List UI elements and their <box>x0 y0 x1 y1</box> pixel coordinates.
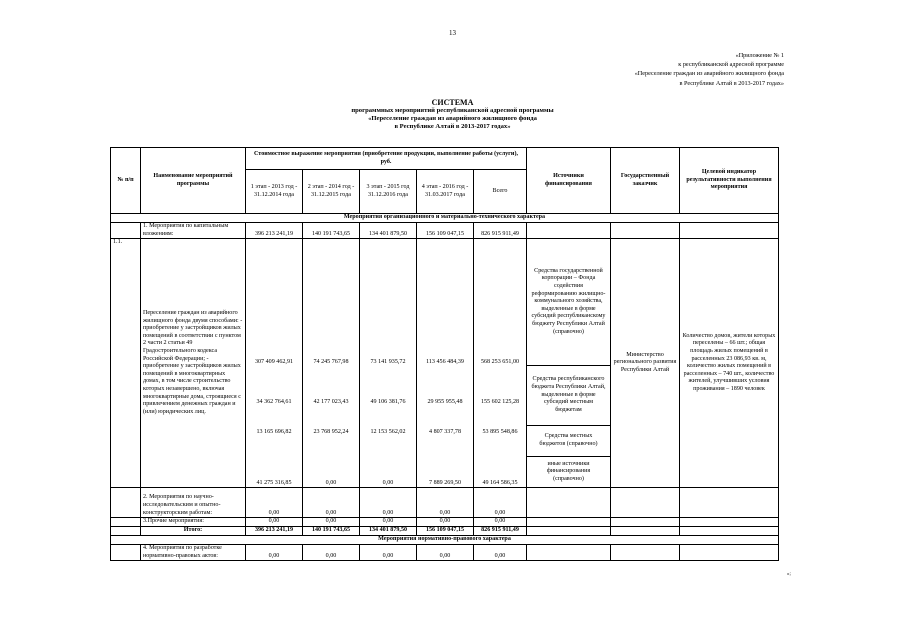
value-cell: 396 213 241,19 <box>246 223 303 239</box>
value-cell: 0,00 <box>246 518 303 527</box>
funding-source: Средства республиканского бюджета Республики Алтай, выделенные в форме субсидий местным бюджетам <box>527 366 610 426</box>
value-cell: 155 602 125,28 <box>480 398 520 405</box>
value-cell: 0,00 <box>417 545 474 561</box>
value-cell: 0,00 <box>474 488 527 518</box>
total-value: 826 915 911,49 <box>474 527 527 536</box>
title-line: программных мероприятий республиканской адресной программы <box>351 107 554 114</box>
row-name: 4. Мероприятия по разработке нормативно-правовых актов: <box>141 545 246 561</box>
value-cell: 568 253 651,00 <box>480 358 520 365</box>
value-cell: 49 106 381,76 <box>370 398 406 405</box>
value-cell: 53 895 548,86 <box>482 428 518 435</box>
appendix-line: «Переселение граждан из аварийного жилищного фонда <box>634 70 784 78</box>
value-cell: 0,00 <box>246 545 303 561</box>
header-customer: Государственный заказчик <box>611 148 680 214</box>
appendix-line: в Республике Алтай в 2013-2017 годах» <box>679 79 784 87</box>
value-cell: 0,00 <box>474 518 527 527</box>
value-cell: 0,00 <box>303 545 360 561</box>
appendix-line: «Приложение № 1 <box>735 52 784 59</box>
header-stage-2: 2 этап - 2014 год - 31.12.2015 года <box>303 170 360 214</box>
funding-source: иные источники финансирования (справочно) <box>546 460 591 482</box>
state-customer: Министерство регионального развития Республики Алтай <box>611 239 680 488</box>
document-title <box>0 98 905 131</box>
total-value: 134 401 879,50 <box>360 527 417 536</box>
value-cell: 307 409 462,91 <box>254 358 294 365</box>
value-cell: 12 153 562,02 <box>370 428 406 435</box>
page-number: 13 <box>449 29 456 37</box>
value-cell: 0,00 <box>360 518 417 527</box>
value-cell: 113 456 484,39 <box>426 358 464 365</box>
total-value: 156 109 047,15 <box>417 527 474 536</box>
header-sources: Источники финансирования <box>527 148 611 214</box>
value-cell: 826 915 911,49 <box>474 223 527 239</box>
funding-source: Средства государственной корпорации – Фонда содействия реформированию жилищно-коммунального хозяйства, выделенные в форме субсидий республиканскому бюджету Республики Алтай (справочно) <box>527 239 610 365</box>
section-heading: Мероприятия нормативно-правового характера <box>111 536 779 545</box>
value-cell: 0,00 <box>417 488 474 518</box>
row-number: 1.1. <box>111 239 141 488</box>
header-total: Всего <box>474 170 527 214</box>
value-cell: 13 165 696,82 <box>256 428 292 435</box>
value-cell: 0,00 <box>382 479 394 486</box>
closing-quote-mark: »; <box>787 572 791 577</box>
value-cell: 41 275 316,85 <box>256 479 292 486</box>
title-line: в Республике Алтай в 2013-2017 годах» <box>394 123 511 130</box>
header-stage-1: 1 этап - 2013 год - 31.12.2014 года <box>246 170 303 214</box>
header-indicator: Целевой индикатор результативности выполнения мероприятия <box>680 148 779 214</box>
appendix-note <box>635 51 784 88</box>
value-cell: 134 401 879,50 <box>360 223 417 239</box>
value-cell: 49 164 586,35 <box>482 479 518 486</box>
value-cell: 34 362 764,61 <box>256 398 292 405</box>
value-cell: 73 141 935,72 <box>370 358 406 365</box>
value-cell: 0,00 <box>303 488 360 518</box>
value-cell: 4 807 337,78 <box>429 428 461 435</box>
value-cell: 0,00 <box>474 545 527 561</box>
title-line: СИСТЕМА <box>431 98 474 107</box>
value-cell: 140 191 743,65 <box>303 223 360 239</box>
title-line: «Переселение граждан из аварийного жилищного фонда <box>368 115 537 122</box>
total-value: 396 213 241,19 <box>246 527 303 536</box>
row-name: 1. Мероприятия по капитальным вложениям: <box>141 223 246 239</box>
row-name: 3.Прочие мероприятия: <box>141 518 246 527</box>
program-measures-table <box>110 147 779 561</box>
header-name: Наименование мероприятий программы <box>141 148 246 214</box>
header-cost: Стоимостное выражение мероприятия (приобретение продукции, выполнение работы (услуги), руб. <box>246 148 527 170</box>
header-stage-4: 4 этап - 2016 год - 31.03.2017 года <box>417 170 474 214</box>
value-cell: 0,00 <box>360 488 417 518</box>
value-cell: 23 768 952,24 <box>313 428 349 435</box>
value-cell: 0,00 <box>360 545 417 561</box>
value-cell: 7 889 269,50 <box>429 479 461 486</box>
funding-source: Средства местных бюджетов (справочно) <box>527 426 610 457</box>
header-stage-3: 3 этап - 2015 год 31.12.2016 года <box>360 170 417 214</box>
appendix-line: к республиканской адресной программе <box>678 61 784 69</box>
total-value: 140 191 743,65 <box>303 527 360 536</box>
total-label: Итого: <box>141 527 246 536</box>
value-cell: 74 245 767,98 <box>313 358 349 365</box>
row-name: Переселение граждан из аварийного жилищного фонда двумя способами: - приобретение у застройщиков жилых помещений в соответствии с пунктом 2 части 2 статьи 49 Градостроительного кодекса Российской Федерации; - приобретение у застройщиков жилых помещений в многоквартирных домах, в том числе строительство которых незавершено, включая многоквартирные дома, строящиеся с привлечением денежных граждан и (или) юридических лиц. <box>141 239 246 488</box>
value-cell: 29 955 955,48 <box>427 398 463 405</box>
target-indicator: Количество домов, жители которых переселены – 66 шт.; общая площадь жилых помещений в расселенных 23 086,93 кв. м, количество жилых помещений в расселенных – 740 шт., количество жителей, улучшивших условия проживания – 1890 человек <box>680 239 779 488</box>
value-cell: 0,00 <box>303 518 360 527</box>
row-name: 2. Мероприятия по научно-исследовательским и опытно-конструкторским работам: <box>141 488 246 518</box>
section-heading: Мероприятия организационного и материально-технического характера <box>111 214 779 223</box>
value-cell: 0,00 <box>325 479 337 486</box>
value-cell: 42 177 023,43 <box>313 398 349 405</box>
value-cell: 156 109 047,15 <box>417 223 474 239</box>
header-num: № п/п <box>111 148 141 214</box>
value-cell: 0,00 <box>417 518 474 527</box>
value-cell: 0,00 <box>246 488 303 518</box>
